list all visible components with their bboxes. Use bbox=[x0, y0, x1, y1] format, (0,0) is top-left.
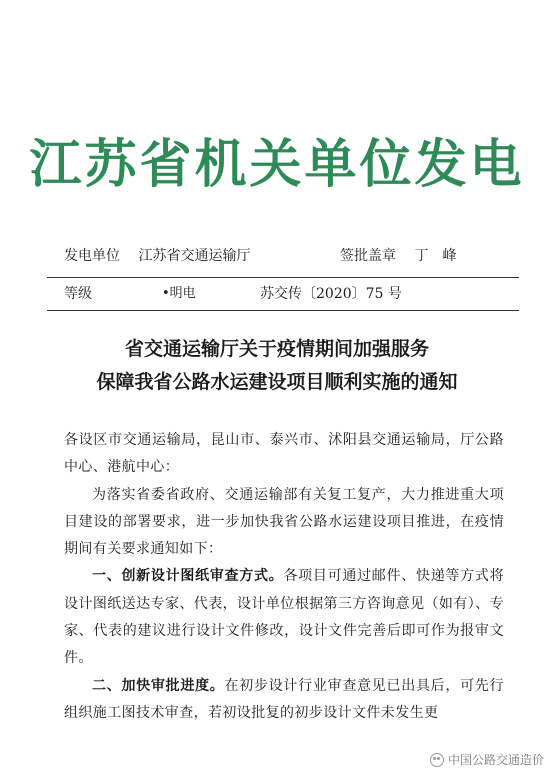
divider-top bbox=[47, 277, 519, 278]
item-1-heading: 一、创新设计图纸审查方式。 bbox=[92, 568, 284, 585]
notice-body bbox=[64, 427, 504, 727]
urgency-level: •明电 bbox=[162, 286, 196, 301]
wechat-icon bbox=[430, 753, 444, 767]
watermark-text: 中国公路交通造价 bbox=[447, 753, 544, 767]
intro-paragraph: 为落实省委省政府、交通运输部有关复工复产，大力推进重大项目建设的部署要求，进一步加快我省公路水运建设项目推进，在疫情期间有关要求通知如下： bbox=[64, 486, 504, 558]
addressee: 各设区市交通运输局，昆山市、泰兴市、沭阳县交通运输局，厅公路中心、港航中心： bbox=[64, 432, 504, 476]
signer-name: 丁 峰 bbox=[414, 248, 457, 264]
sign-label: 签批盖章 bbox=[340, 248, 396, 264]
sign-block bbox=[340, 243, 456, 269]
item-2-paragraph bbox=[64, 673, 504, 728]
sender-row bbox=[64, 243, 504, 269]
item-1-paragraph bbox=[64, 563, 504, 672]
document-number: 苏交传〔2020〕75 号 bbox=[260, 286, 402, 302]
item-2-heading: 二、加快审批进度。 bbox=[92, 677, 225, 694]
sender-label: 发电单位 bbox=[64, 248, 120, 264]
item-2-text: 在初步设计行业审查意见已出具后，可先行组织施工图技术审查，若初设批复的初步设计文件未发生更 bbox=[64, 677, 504, 721]
notice-title-line2: 保障我省公路水运建设项目顺利实施的通知 bbox=[96, 371, 458, 393]
sender-unit: 江苏省交通运输厅 bbox=[138, 248, 251, 264]
grade-row bbox=[64, 281, 504, 307]
issuer-header-title: 江苏省机关单位发电 bbox=[29, 134, 525, 195]
notice-title-line1: 省交通运输厅关于疫情期间加强服务 bbox=[124, 338, 429, 360]
divider-bottom bbox=[47, 310, 519, 311]
item-1-text: 各项目可通过邮件、快递等方式将设计图纸送达专家、代表，设计单位根据第三方咨询意见（如有）、专家、代表的建议进行设计文件修改，设计文件完善后即可作为报审文件。 bbox=[64, 568, 504, 667]
grade-label: 等级 bbox=[64, 286, 92, 302]
watermark bbox=[430, 751, 544, 768]
